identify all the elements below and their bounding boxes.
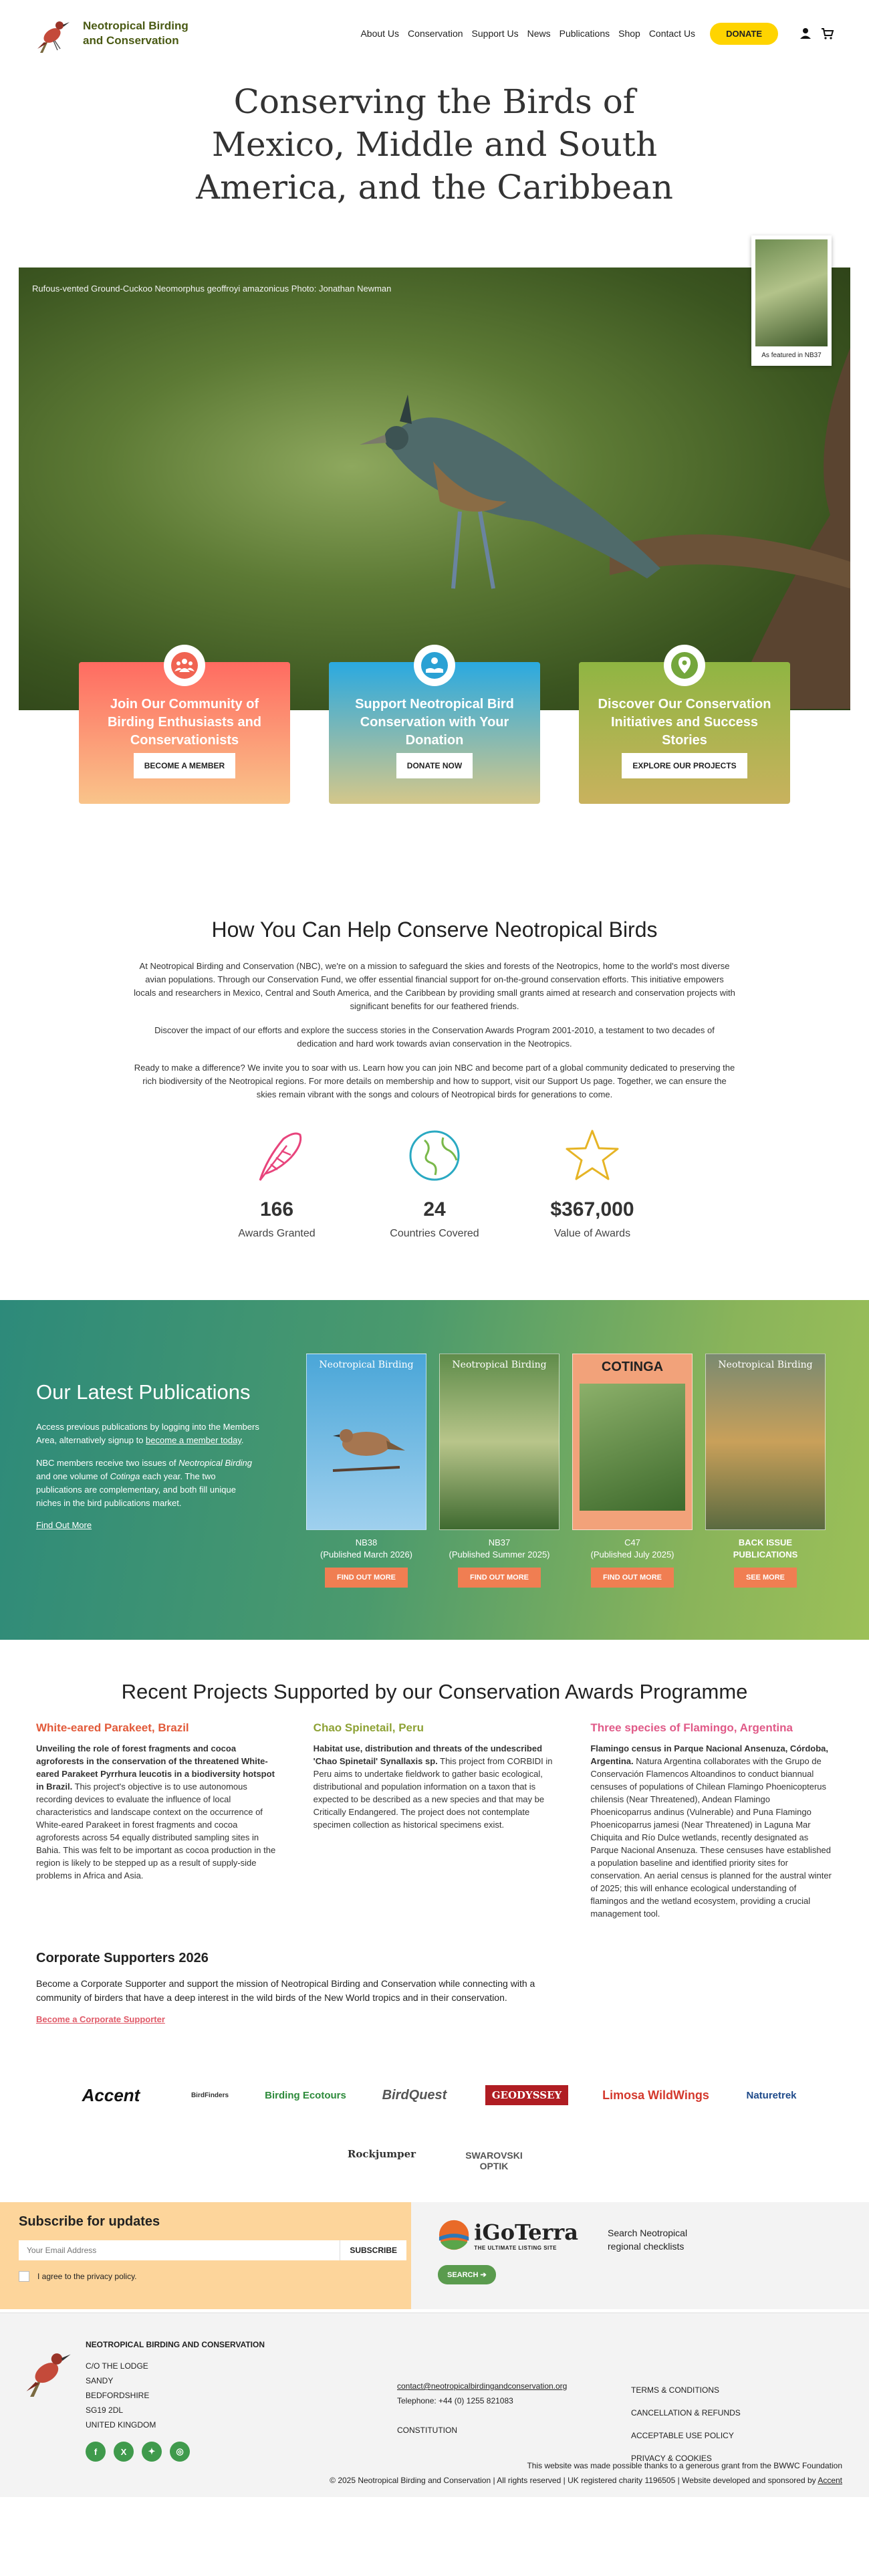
project-lead: Unveiling the role of forest fragments and cocoa agroforests in the conservation of the threatened White-eared Parakeet Pyrrhura leucotis in a biodiversity hotspot in Brazil. bbox=[36, 1743, 275, 1792]
stat-countries bbox=[384, 1125, 485, 1240]
subscribe-button[interactable]: SUBSCRIBE bbox=[340, 2240, 406, 2260]
acceptable-use-link[interactable]: ACCEPTABLE USE POLICY bbox=[631, 2431, 734, 2440]
privacy-checkbox-row bbox=[19, 2271, 392, 2282]
igoterra-text bbox=[474, 2220, 578, 2251]
terms-link[interactable]: TERMS & CONDITIONS bbox=[631, 2385, 720, 2395]
project-item bbox=[590, 1721, 833, 1920]
footer-org-name: NEOTROPICAL BIRDING AND CONSERVATION bbox=[86, 2340, 265, 2349]
nav-support-us[interactable]: Support Us bbox=[471, 28, 519, 39]
card-title: Support Neotropical Bird Conservation with Your Donation bbox=[355, 697, 514, 748]
find-out-more-button[interactable]: FIND OUT MORE bbox=[591, 1568, 674, 1588]
bird-logo-icon bbox=[23, 2340, 76, 2400]
text: and one volume of bbox=[36, 1471, 110, 1481]
become-corporate-supporter-link[interactable]: Become a Corporate Supporter bbox=[36, 2014, 165, 2024]
subscribe-form bbox=[19, 2240, 406, 2260]
find-out-more-button[interactable]: FIND OUT MORE bbox=[458, 1568, 541, 1588]
text: Access previous publications by logging into the Members Area, alternatively signup to bbox=[36, 1422, 259, 1445]
publications-text-2 bbox=[36, 1457, 263, 1510]
projects-title: Recent Projects Supported by our Conservation Awards Programme bbox=[121, 1680, 748, 1703]
nav-contact-us[interactable]: Contact Us bbox=[648, 28, 696, 39]
location-icon bbox=[670, 651, 699, 680]
nav-about-us[interactable]: About Us bbox=[360, 28, 400, 39]
text: NBC members receive two issues of bbox=[36, 1458, 179, 1468]
contact-phone: Telephone: +44 (0) 1255 821083 bbox=[397, 2396, 513, 2405]
cover-photo bbox=[580, 1384, 685, 1511]
stat-label: Awards Granted bbox=[238, 1228, 316, 1239]
stat-number: 24 bbox=[423, 1198, 446, 1220]
become-member-button[interactable]: BECOME A MEMBER bbox=[134, 753, 235, 778]
instagram-icon[interactable]: ◎ bbox=[170, 2442, 190, 2462]
text: © 2025 Neotropical Birding and Conservation | All rights reserved | UK registered charity 1196505 | Website developed and sponsored by bbox=[330, 2476, 818, 2485]
address-line: SG19 2DL bbox=[86, 2405, 124, 2415]
search-button[interactable] bbox=[438, 2265, 496, 2284]
stat-value bbox=[542, 1125, 642, 1240]
cart-icon[interactable] bbox=[821, 27, 834, 39]
stat-awards bbox=[227, 1125, 327, 1240]
project-text bbox=[590, 1742, 833, 1920]
donate-button[interactable]: DONATE bbox=[710, 23, 778, 45]
text: (Published March 2026) bbox=[320, 1549, 413, 1560]
project-body: Natura Argentina collaborates with the Grupo de Conservación Flamencos Altoandinos to conduct biannual censuses of populations of Chilean Flamingo Phoenicopterus chilensis (Near Threatened), Andean Flamingo Phoenicoparrus andinus (Vulnerable) and Puna Flamingo Phoenicoparrus jamesi (Near Threatened) in Laguna Mar Chiquita and Río Dulce wetlands, recently designated as Parque Nacional Ansenuza. These censuses have established a population baseline and identified priority sites for conservation. An aerial census is planned for the austral winter of 2025; this will enhance ecological understanding of flamingos and the wetland ecosystem, providing a crucial management tool. bbox=[590, 1756, 832, 1919]
subscribe-box bbox=[0, 2202, 411, 2309]
sponsor-logo[interactable]: SWAROVSKI OPTIK bbox=[465, 2150, 523, 2171]
footer-bottom bbox=[330, 2458, 842, 2488]
donate-now-button[interactable]: DONATE NOW bbox=[396, 753, 473, 778]
text: Cotinga bbox=[110, 1471, 140, 1481]
people-icon bbox=[170, 651, 199, 680]
book-title: BACK ISSUE PUBLICATIONS bbox=[733, 1537, 798, 1560]
card-become-member bbox=[79, 662, 290, 804]
sponsor-logos bbox=[0, 2026, 869, 2182]
hero-image bbox=[19, 267, 850, 770]
featured-caption: As featured in NB37 bbox=[761, 352, 822, 359]
sponsor-logo[interactable]: Naturetrek bbox=[746, 2089, 797, 2101]
donate-icon-circle bbox=[414, 645, 455, 686]
subscribe-title: Subscribe for updates bbox=[19, 2214, 160, 2229]
publication-covers bbox=[306, 1354, 826, 1640]
privacy-label: I agree to the privacy policy. bbox=[37, 2272, 137, 2281]
arrow-right-icon: ➔ bbox=[480, 2271, 487, 2279]
copyright bbox=[330, 2473, 842, 2488]
text: GEODYSSEY bbox=[485, 2085, 569, 2105]
text: Neotropical Birding bbox=[178, 1458, 252, 1468]
sponsor-logo[interactable]: Limosa WildWings bbox=[602, 2088, 709, 2102]
projects-columns bbox=[36, 1721, 833, 1920]
text: . bbox=[241, 1435, 244, 1445]
corporate-section bbox=[0, 1920, 869, 2026]
constitution-link[interactable]: CONSTITUTION bbox=[397, 2426, 457, 2435]
subscribe-row bbox=[0, 2202, 869, 2309]
nb38-cover[interactable] bbox=[306, 1354, 426, 1530]
book-title bbox=[306, 1537, 426, 1564]
accent-link[interactable]: Accent bbox=[818, 2476, 842, 2485]
address-line: C/O THE LODGE bbox=[86, 2361, 148, 2371]
cover-masthead: Neotropical Birding bbox=[718, 1360, 813, 1370]
find-out-more-button[interactable]: FIND OUT MORE bbox=[325, 1568, 408, 1588]
privacy-link[interactable]: PRIVACY & COOKIES bbox=[631, 2454, 712, 2463]
people-icon-circle bbox=[164, 645, 205, 686]
grant-notice: This website was made possible thanks to a generous grant from the BWWC Foundation bbox=[527, 2461, 842, 2470]
stat-number: $367,000 bbox=[550, 1198, 634, 1220]
text: NB37 bbox=[488, 1537, 511, 1547]
privacy-checkbox[interactable] bbox=[19, 2271, 29, 2282]
address-line: UNITED KINGDOM bbox=[86, 2420, 156, 2430]
igoterra-box bbox=[411, 2202, 869, 2309]
card-title: Join Our Community of Birding Enthusiasts and Conservationists bbox=[107, 697, 262, 748]
cover-masthead: Neotropical Birding bbox=[319, 1360, 414, 1370]
text: SEARCH bbox=[447, 2271, 479, 2279]
project-heading[interactable]: Chao Spinetail, Peru bbox=[313, 1721, 424, 1734]
help-paragraph-1: At Neotropical Birding and Conservation (NBC), we're on a mission to safeguard the skies and forests of the Neotropics, home to the world's most diverse avian populations. Through our Conservation Fund, we offer essential financial support for on-the-ground conservation efforts. This initiative empowers locals and researchers in Mexico, Central and South America, and the Caribbean by providing small grants aimed at research and conservation projects with significant benefits for our feathered friends. bbox=[134, 961, 735, 1011]
text: each year. The two publications are complementary, and both fill unique niches in the bird publications market. bbox=[36, 1471, 236, 1508]
book-back-issues bbox=[705, 1354, 826, 1640]
stats-row bbox=[134, 1125, 735, 1240]
help-paragraph-2: Discover the impact of our efforts and explore the success stories in the Conservation Awards Program 2001-2010, a testament to two decades of dedication and hard work towards avian conservation in the Neotropics. bbox=[154, 1025, 715, 1049]
feather-icon bbox=[247, 1125, 307, 1186]
address-line: BEDFORDSHIRE bbox=[86, 2391, 150, 2400]
publications-intro bbox=[36, 1354, 277, 1640]
book-nb38 bbox=[306, 1354, 426, 1640]
explore-projects-button[interactable]: EXPLORE OUR PROJECTS bbox=[622, 753, 747, 778]
sponsor-logo[interactable]: BirdQuest bbox=[382, 2087, 447, 2103]
projects-section bbox=[0, 1640, 869, 1920]
hero-title: Conserving the Birds of Mexico, Middle and South America, and the Caribbean bbox=[196, 82, 673, 207]
site-footer bbox=[0, 2313, 869, 2497]
globe-icon bbox=[404, 1125, 465, 1186]
dove-illustration bbox=[326, 1404, 406, 1484]
facebook-icon[interactable]: f bbox=[86, 2442, 106, 2462]
nb37-cover[interactable] bbox=[439, 1354, 560, 1530]
help-paragraph-3: Ready to make a difference? We invite you to soar with us. Learn how you can join NBC and become part of a global community dedicated to preserving the rich biodiversity of the Neotropical regions. For more details on membership and how to support, visit our Support Us page. Together, we can ensure the skies remain vibrant with the songs and colours of Neotropical birds for generations to come. bbox=[134, 1063, 735, 1099]
social-links bbox=[86, 2442, 265, 2462]
site-header bbox=[0, 0, 869, 67]
find-out-more-link[interactable]: Find Out More bbox=[36, 1520, 92, 1530]
project-item bbox=[314, 1721, 556, 1920]
featured-cover[interactable] bbox=[751, 235, 832, 366]
corporate-title: Corporate Supporters 2026 bbox=[36, 1951, 209, 1965]
nb37-cover-thumbnail bbox=[755, 239, 828, 346]
publications-section bbox=[0, 1300, 869, 1640]
project-item bbox=[36, 1721, 279, 1920]
location-icon-circle bbox=[664, 645, 705, 686]
project-lead: Habitat use, distribution and threats of the undescribed 'Chao Spinetail' Synallaxis sp. bbox=[313, 1743, 543, 1766]
book-c47 bbox=[572, 1354, 693, 1640]
back-issue-cover[interactable] bbox=[705, 1354, 826, 1530]
cover-masthead: Neotropical Birding bbox=[452, 1360, 547, 1370]
card-donate bbox=[329, 662, 540, 804]
sponsor-logo[interactable]: Rockjumper bbox=[347, 2148, 416, 2160]
help-title: How You Can Help Conserve Neotropical Birds bbox=[211, 918, 658, 942]
igoterra-tagline: THE ULTIMATE LISTING SITE bbox=[474, 2244, 557, 2251]
sponsor-logo[interactable]: Accent bbox=[82, 2084, 140, 2105]
project-heading[interactable]: Three species of Flamingo, Argentina bbox=[590, 1721, 793, 1734]
become-member-link[interactable]: become a member today bbox=[146, 1435, 241, 1445]
nav-news[interactable]: News bbox=[527, 28, 551, 39]
sponsor-logo[interactable]: Birding Ecotours bbox=[265, 2089, 346, 2101]
book-title bbox=[572, 1537, 693, 1564]
donate-icon bbox=[420, 651, 449, 680]
cancellation-link[interactable]: CANCELLATION & REFUNDS bbox=[631, 2408, 741, 2418]
bluesky-icon[interactable]: ✦ bbox=[142, 2442, 162, 2462]
globe-logo-icon bbox=[438, 2218, 470, 2252]
cover-masthead: COTINGA bbox=[601, 1360, 664, 1374]
bird-logo-icon bbox=[35, 13, 74, 54]
c47-cover[interactable] bbox=[572, 1354, 693, 1530]
igoterra-name: iGoTerra bbox=[474, 2219, 578, 2245]
nav-conservation[interactable]: Conservation bbox=[408, 28, 463, 39]
stat-label: Value of Awards bbox=[553, 1228, 631, 1239]
stat-label: Countries Covered bbox=[390, 1228, 479, 1239]
project-text bbox=[36, 1742, 279, 1882]
sponsor-logo[interactable]: BirdFinders bbox=[191, 2091, 229, 2099]
publications-title: Our Latest Publications bbox=[36, 1380, 251, 1404]
address-line: SANDY bbox=[86, 2376, 114, 2385]
stat-number: 166 bbox=[259, 1198, 294, 1220]
text: (Published July 2025) bbox=[590, 1549, 674, 1560]
project-lead: Flamingo census in Parque Nacional Ansenuza, Córdoba, Argentina. bbox=[590, 1743, 828, 1766]
logo-text: Neotropical Birding and Conservation bbox=[83, 19, 189, 47]
text: (Published Summer 2025) bbox=[449, 1549, 550, 1560]
project-body: This project from CORBIDI in Peru aims to undertake fieldwork to gather basic ecological, distributional and population information on a taxon that is expected to be described as a new species and that may be Critically Endangered. The project does not contemplate specimen collection as historical specimens exist. bbox=[313, 1756, 553, 1830]
nav-publications[interactable]: Publications bbox=[559, 28, 610, 39]
main-nav bbox=[352, 23, 834, 45]
site-logo[interactable] bbox=[35, 13, 203, 54]
card-title: Discover Our Conservation Initiatives and Success Stories bbox=[598, 697, 771, 748]
text: C47 bbox=[624, 1537, 640, 1547]
igoterra-logo[interactable] bbox=[438, 2218, 578, 2293]
x-icon[interactable]: X bbox=[114, 2442, 134, 2462]
text: NB38 bbox=[355, 1537, 378, 1547]
hero-caption: Rufous-vented Ground-Cuckoo Neomorphus geoffroyi amazonicus Photo: Jonathan Newman bbox=[32, 284, 392, 294]
book-nb37 bbox=[439, 1354, 560, 1640]
publications-text-1 bbox=[36, 1420, 263, 1447]
project-text bbox=[314, 1742, 556, 1831]
igoterra-brand bbox=[438, 2218, 578, 2252]
book-title bbox=[439, 1537, 560, 1564]
action-cards bbox=[79, 662, 790, 804]
corporate-text: Become a Corporate Supporter and support the mission of Neotropical Birding and Conservation while connecting with a community of birders that have a deep interest in the wild birds of the New World tropics and in their conservation. bbox=[36, 1978, 535, 2003]
project-heading[interactable]: White-eared Parakeet, Brazil bbox=[36, 1721, 189, 1734]
email-input[interactable] bbox=[19, 2240, 340, 2260]
bird-illustration bbox=[333, 368, 667, 622]
project-body: This project's objective is to use autonomous recording devices to evaluate the influence of local characteristics and landscape context on the occurrence of White-eared Parakeet in forest fragments and cocoa agroforests across 54 equally distributed sampling sites in Bahia. This was felt to be important as cocoa production in the region is likely to be stepped up as a result of supply-side problems in Africa and Asia. bbox=[36, 1782, 276, 1881]
igoterra-description: Search Neotropical regional checklists bbox=[608, 2228, 688, 2252]
see-more-button[interactable]: SEE MORE bbox=[734, 1568, 797, 1588]
user-icon[interactable] bbox=[799, 27, 812, 39]
star-icon bbox=[562, 1125, 622, 1186]
footer-address bbox=[86, 2340, 265, 2497]
sponsor-logo[interactable] bbox=[477, 2074, 577, 2117]
nav-shop[interactable]: Shop bbox=[618, 28, 640, 39]
contact-email-link[interactable]: contact@neotropicalbirdingandconservation.org bbox=[397, 2381, 568, 2391]
card-explore-projects bbox=[579, 662, 790, 804]
